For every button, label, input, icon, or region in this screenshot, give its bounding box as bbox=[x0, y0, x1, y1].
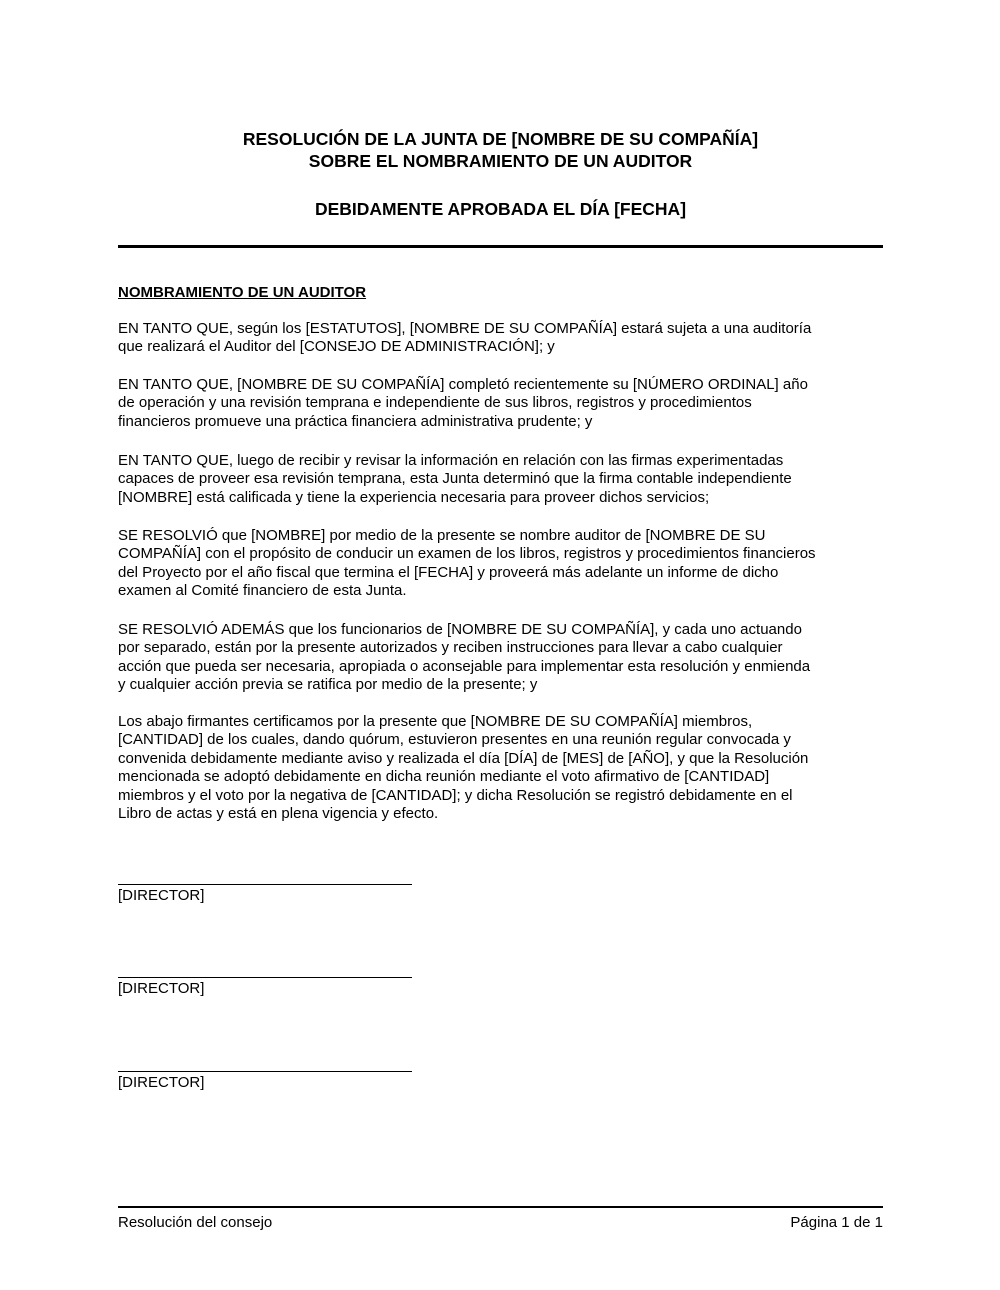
paragraph-line: que realizará el Auditor del [CONSEJO DE ADMINISTRACIÓN]; y bbox=[118, 338, 555, 356]
signature-block bbox=[118, 977, 412, 998]
signature-block bbox=[118, 884, 412, 905]
paragraph-line: miembros y el voto por la negativa de [CANTIDAD]; y dicha Resolución se registró debidamente en el bbox=[118, 786, 793, 804]
paragraph-certification bbox=[118, 713, 883, 823]
signature-label: [DIRECTOR] bbox=[118, 887, 205, 904]
paragraph-whereas-review bbox=[118, 452, 883, 507]
paragraph-line: y cualquier acción previa se ratifica por medio de la presente; y bbox=[118, 676, 538, 694]
signature-line bbox=[118, 884, 412, 885]
paragraph-line: [CANTIDAD] de los cuales, dando quórum, estuvieron presentes en una reunión regular convocada y bbox=[118, 731, 791, 749]
signature-block bbox=[118, 1071, 412, 1092]
paragraph-line: de operación y una revisión temprana e independiente de sus libros, registros y procedimientos bbox=[118, 394, 752, 412]
signature-line bbox=[118, 1071, 412, 1072]
footer-document-name: Resolución del consejo bbox=[118, 1214, 273, 1231]
document-subtitle: DEBIDAMENTE APROBADA EL DÍA [FECHA] bbox=[314, 199, 687, 219]
section-heading: NOMBRAMIENTO DE UN AUDITOR bbox=[118, 284, 367, 301]
document-title bbox=[118, 128, 883, 172]
signature-label: [DIRECTOR] bbox=[118, 1074, 205, 1091]
title-line: SOBRE EL NOMBRAMIENTO DE UN AUDITOR bbox=[308, 151, 693, 171]
footer-divider bbox=[118, 1206, 883, 1208]
paragraph-line: acción que pueda ser necesaria, apropiada o aconsejable para implementar esta resolución y enmienda bbox=[118, 657, 811, 675]
paragraph-line: SE RESOLVIÓ ADEMÁS que los funcionarios de [NOMBRE DE SU COMPAÑÍA], y cada uno actuando bbox=[118, 621, 802, 638]
paragraph-line: por separado, están por la presente autorizados y reciben instrucciones para llevar a cabo cualquier bbox=[118, 639, 783, 657]
paragraph-whereas-operation bbox=[118, 376, 883, 431]
paragraph-line: EN TANTO QUE, [NOMBRE DE SU COMPAÑÍA] completó recientemente su [NÚMERO ORDINAL] año bbox=[118, 376, 808, 393]
paragraph-line: Los abajo firmantes certificamos por la presente que [NOMBRE DE SU COMPAÑÍA] miembros, bbox=[118, 713, 753, 730]
paragraph-line: del Proyecto por el año fiscal que termina el [FECHA] y proveerá más adelante un informe de dicho bbox=[118, 563, 779, 581]
header-divider bbox=[118, 245, 883, 248]
paragraph-line: convenida debidamente mediante aviso y realizada el día [DÍA] de [MES] de [AÑO], y que la Resolución bbox=[118, 749, 809, 767]
paragraph-line: mencionada se adoptó debidamente en dicha reunión mediante el voto afirmativo de [CANTIDAD] bbox=[118, 768, 770, 786]
paragraph-line: examen al Comité financiero de esta Junta. bbox=[118, 582, 407, 600]
paragraph-resolved-further bbox=[118, 621, 883, 695]
paragraph-line: capaces de proveer esa revisión temprana, esta Junta determinó que la firma contable independiente bbox=[118, 470, 792, 488]
signature-line bbox=[118, 977, 412, 978]
paragraph-line: EN TANTO QUE, según los [ESTATUTOS], [NOMBRE DE SU COMPAÑÍA] estará sujeta a una auditoría bbox=[118, 320, 812, 337]
signature-label: [DIRECTOR] bbox=[118, 980, 205, 997]
paragraph-resolved-appointment bbox=[118, 527, 883, 601]
paragraph-line: COMPAÑÍA] con el propósito de conducir un examen de los libros, registros y procedimientos financieros bbox=[118, 545, 816, 563]
paragraph-line: [NOMBRE] está calificada y tiene la experiencia necesaria para proveer dichos servicios; bbox=[118, 488, 710, 506]
paragraph-whereas-statutes bbox=[118, 320, 883, 357]
paragraph-line: financieros promueve una práctica financiera administrativa prudente; y bbox=[118, 412, 593, 430]
title-line: RESOLUCIÓN DE LA JUNTA DE [NOMBRE DE SU COMPAÑÍA] bbox=[242, 129, 759, 149]
footer-page-number: Página 1 de 1 bbox=[790, 1214, 883, 1231]
paragraph-line: EN TANTO QUE, luego de recibir y revisar la información en relación con las firmas experimentadas bbox=[118, 452, 784, 469]
paragraph-line: SE RESOLVIÓ que [NOMBRE] por medio de la presente se nombre auditor de [NOMBRE DE SU bbox=[118, 527, 766, 544]
paragraph-line: Libro de actas y está en plena vigencia y efecto. bbox=[118, 805, 439, 823]
